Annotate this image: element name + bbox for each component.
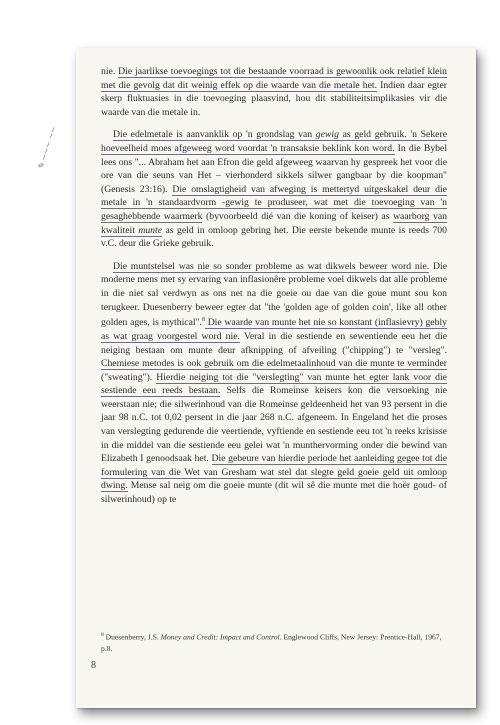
underlined-text: waarborg van kwaliteit (101, 210, 447, 236)
italic-term: munte (138, 224, 163, 236)
text-run: In die Bybel lees ons "... Abraham het aan Efron die geld afgeweeg waarvan hy gespreek het voor die ore van die seuns van Het – vierhonderd sikkels silwer gangbaar by die koopman" (Genesis 23:16). (101, 142, 448, 195)
text-run: Die moderne mens met sy ervaring van inflasionêre probleme voel dikwels dat alle probleme in die niet sal verdwyn as ons net na die goeie ou dae van die goue munt sou kon terugkeer. Duesenberry beweer egter dat "the 'golden age of golden coin', like all other golden ages, is mythical". (101, 260, 447, 329)
footnote-text: Duesenberry, J.S. (103, 632, 161, 642)
text-run: (byvoorbeeld dié van die koning of keiser) as (202, 210, 394, 222)
handwritten-margin-note: ✎ ∼∼∼ ∼∼ (36, 124, 59, 171)
underlined-text: as geld gebruik. 'n Sekere hoeveelheid moes afgeweeg word voordat 'n transaksie beklink kon word. (101, 129, 448, 154)
italic-term: gewig (315, 129, 339, 141)
footnote-marker: 8 (101, 632, 104, 638)
underlined-text: Die waarde van munte het nie so konstant (inflasievry) gebly as wat graag voorgestel word nie. (101, 317, 447, 342)
underlined-text: Die jaarlikse toevoegings tot die bestaande voorraad is gewoonlik ook relatief klein met die gevolg dat dit weinig effek op die waarde van die metale het. (101, 66, 447, 91)
paragraph-2 (101, 128, 447, 250)
footnote-text: . Englewood Cliffs, New Jersey: Prentice-Hall, 1967, p.8. (101, 632, 442, 653)
underlined-text: Die edelmetale is aanvanklik op 'n grondslag van (113, 129, 316, 141)
text-run: Mense sal neig om die goeie munte (dit wil sê die munte met die hoër goud- of silwerinhoud) op te (101, 480, 447, 506)
text-run: as geld in omloop gebring het. (162, 224, 289, 236)
footnote (101, 630, 447, 654)
paragraph-3 (101, 260, 447, 507)
page-number: 8 (91, 660, 96, 671)
paragraph-1 (101, 65, 447, 119)
text-run: ("sweating"). (101, 371, 157, 383)
text-run: Selfs die Romeinse keisers kon die versoeking nie weerstaan nie; die silwerinhoud van die Romeinse geldeenheid het van 93 persent in die jaar 98 n.C. tot 0,02 persent in die jaar 268 n.C. afgeneem. In Engeland het die proses van verslegting gedurende die veertiende, vyftiende en sestiende eeu tot 'n reeks krisisse in die middel van die sestiende eeu gelei wat 'n munthervorming onder die bewind van Elizabeth I genoodsaak het. (101, 385, 447, 465)
text-run: Veral in die sestiende en sewentiende eeu het die neiging bestaan om munte deur afknipping of afveiling ("chipping") te "versleg". (101, 330, 447, 356)
document-page (36, 48, 476, 708)
footnote-title: Money and Credit: Impact and Control (160, 632, 280, 642)
text-run: nie. (101, 66, 119, 77)
underlined-text: Die muntstelsel was nie so sonder probleme as wat dikwels beweer word nie. (113, 260, 430, 272)
underlined-text: Die omslagtigheid van afweging is mettertyd uitgeskakel deur die metale in 'n standaardvorm -gewig te produseer, wat met die toevoeging van 'n gesaghebbende waarmerk (101, 183, 447, 222)
underlined-text: Die gebeure van hierdie periode het aanleiding gegee tot die formulering van die Wet van Gresham wat stel dat slegte geld goeie geld uit omloop dwing. (101, 453, 447, 492)
underlined-text: Chemiese metodes is ook gebruik om die edelmetaalinhoud van die munte te verminder (101, 358, 447, 370)
text-run: Indien daar egter skerp fluktuasies in die toevoeging plaasvind, hou dit stabiliteitsimplikasies vir die waarde van die metale in. (101, 79, 448, 118)
text-run: Die eerste bekende munte is reeds 700 v.C. deur die Grieke gebruik. (101, 224, 447, 250)
underlined-text: Hierdie neiging tot die "verslegting" van munte het egter lank voor die sestiende eeu reeds bestaan. (101, 371, 447, 397)
body-text (101, 65, 447, 516)
footnote-marker: 8 (201, 317, 205, 324)
